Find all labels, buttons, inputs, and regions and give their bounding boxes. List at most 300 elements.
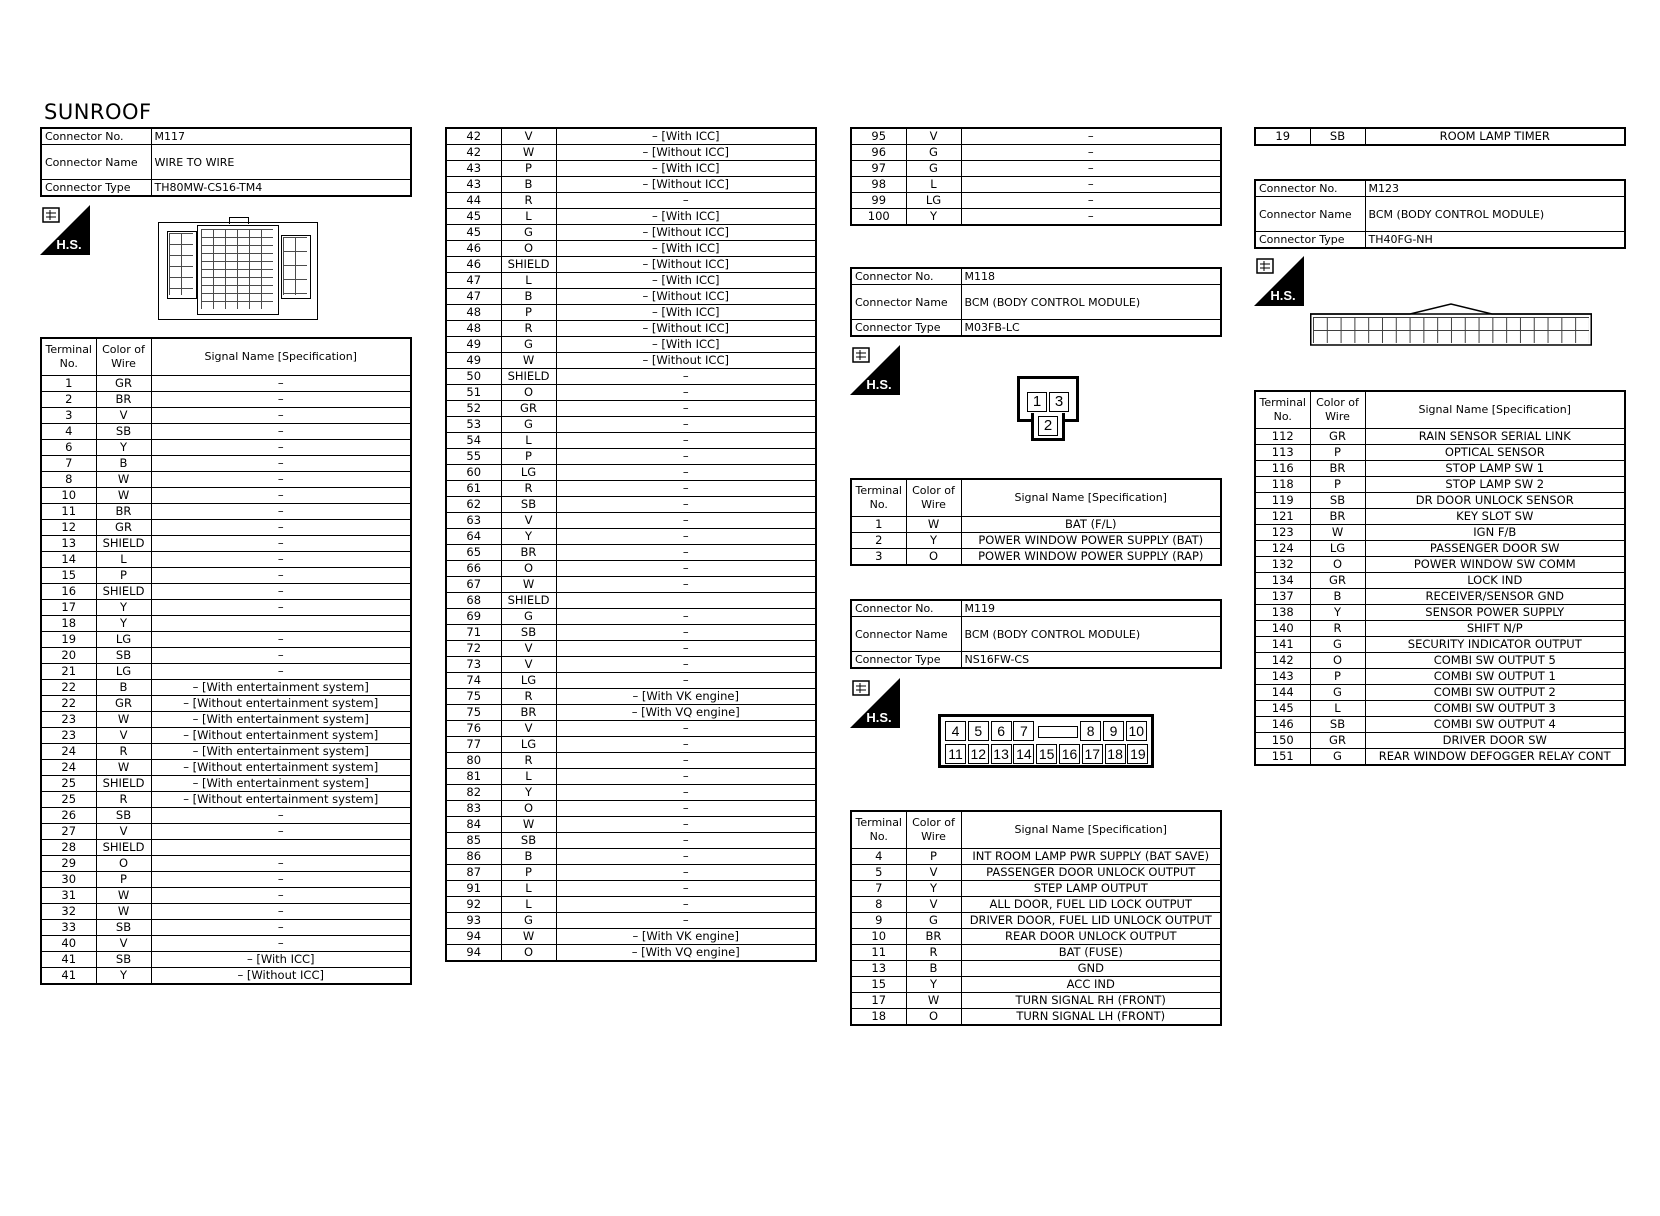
wire-color: Y xyxy=(96,440,151,456)
signal-name: – [Without ICC] xyxy=(556,321,816,337)
terminal-no: 76 xyxy=(446,721,501,737)
wire-color: Y xyxy=(96,600,151,616)
table-row xyxy=(446,449,816,465)
signal-name: BAT (F/L) xyxy=(961,517,1221,533)
connector-type-label: Connector Type xyxy=(41,180,151,197)
wire-color: P xyxy=(96,568,151,584)
connector-no: M118 xyxy=(961,268,1221,285)
signal-name: – [Without entertainment system] xyxy=(151,696,411,712)
terminal-no: 13 xyxy=(41,536,96,552)
table-row xyxy=(851,533,1221,549)
pin-7: 7 xyxy=(1013,721,1034,741)
terminal-no: 61 xyxy=(446,481,501,497)
table-row xyxy=(41,600,411,616)
signal-name: – xyxy=(556,433,816,449)
connector-type-label: Connector Type xyxy=(851,320,961,337)
terminal-no: 9 xyxy=(851,913,906,929)
signal-name: – xyxy=(151,856,411,872)
signal-name: RECEIVER/SENSOR GND xyxy=(1365,589,1625,605)
signal-name: – [With VK engine] xyxy=(556,929,816,945)
terminal-no: 43 xyxy=(446,177,501,193)
terminal-no: 5 xyxy=(851,865,906,881)
table-row xyxy=(446,753,816,769)
signal-name: – xyxy=(151,392,411,408)
terminal-no: 7 xyxy=(851,881,906,897)
table-row xyxy=(446,881,816,897)
terminal-no: 47 xyxy=(446,273,501,289)
pin-16: 16 xyxy=(1059,744,1080,764)
signal-name: – [With VQ engine] xyxy=(556,705,816,721)
signal-name: SECURITY INDICATOR OUTPUT xyxy=(1365,637,1625,653)
wire-color: W xyxy=(501,577,556,593)
signal-name: – xyxy=(556,417,816,433)
table-row xyxy=(851,881,1221,897)
signal-name: TURN SIGNAL LH (FRONT) xyxy=(961,1009,1221,1026)
signal-name: – xyxy=(556,625,816,641)
wire-color: P xyxy=(1310,477,1365,493)
table-row xyxy=(446,673,816,689)
table-row xyxy=(446,417,816,433)
signal-name: SENSOR POWER SUPPLY xyxy=(1365,605,1625,621)
wire-color: G xyxy=(1310,749,1365,766)
terminal-no: 118 xyxy=(1255,477,1310,493)
wire-color: R xyxy=(501,689,556,705)
signal-name: – xyxy=(151,584,411,600)
wire-color: V xyxy=(501,513,556,529)
wire-color: BR xyxy=(501,705,556,721)
pin-15: 15 xyxy=(1036,744,1057,764)
signal-name: – xyxy=(151,568,411,584)
table-row xyxy=(446,241,816,257)
wire-color: G xyxy=(501,609,556,625)
terminal-no: 100 xyxy=(851,209,906,226)
wire-color: SHIELD xyxy=(96,840,151,856)
signal-name: – xyxy=(556,897,816,913)
wire-color: L xyxy=(501,433,556,449)
table-row xyxy=(41,376,411,392)
wire-color: G xyxy=(906,145,961,161)
table-row xyxy=(446,801,816,817)
wire-color: LG xyxy=(501,673,556,689)
wire-color: BR xyxy=(96,504,151,520)
terminal-no: 21 xyxy=(41,664,96,680)
table-row xyxy=(41,744,411,760)
table-row xyxy=(41,952,411,968)
table-row xyxy=(446,161,816,177)
signal-name: – xyxy=(151,664,411,680)
signal-name: – [With entertainment system] xyxy=(151,712,411,728)
color-of-wire-header: Color of Wire xyxy=(906,479,961,517)
pin-9: 9 xyxy=(1103,721,1124,741)
table-row xyxy=(1255,493,1625,509)
terminal-no: 3 xyxy=(41,408,96,424)
pin-18: 18 xyxy=(1105,744,1126,764)
signal-name: – xyxy=(556,609,816,625)
wire-color: V xyxy=(96,936,151,952)
terminal-no: 98 xyxy=(851,177,906,193)
terminal-no: 8 xyxy=(41,472,96,488)
wire-color: O xyxy=(501,801,556,817)
signal-name: – xyxy=(556,785,816,801)
wire-color: R xyxy=(1310,621,1365,637)
wire-color: LG xyxy=(906,193,961,209)
table-row xyxy=(41,840,411,856)
wire-color: W xyxy=(501,817,556,833)
table-row xyxy=(446,833,816,849)
wire-color: W xyxy=(1310,525,1365,541)
terminal-no: 41 xyxy=(41,952,96,968)
terminal-no: 62 xyxy=(446,497,501,513)
table-row xyxy=(41,584,411,600)
connector-no-label: Connector No. xyxy=(851,600,961,617)
terminal-no: 97 xyxy=(851,161,906,177)
terminal-no: 49 xyxy=(446,353,501,369)
wire-color: G xyxy=(501,337,556,353)
m119-terminal-table-end xyxy=(1254,127,1626,146)
signal-name: – xyxy=(151,408,411,424)
table-row xyxy=(41,424,411,440)
signal-name: – xyxy=(556,769,816,785)
wire-color: P xyxy=(1310,445,1365,461)
signal-name: REAR DOOR UNLOCK OUTPUT xyxy=(961,929,1221,945)
terminal-no: 4 xyxy=(851,849,906,865)
table-row xyxy=(1255,733,1625,749)
signal-name: – xyxy=(556,385,816,401)
signal-name: – xyxy=(961,209,1221,226)
table-row xyxy=(446,385,816,401)
wire-color: SHIELD xyxy=(96,536,151,552)
terminal-no: 64 xyxy=(446,529,501,545)
table-row xyxy=(41,392,411,408)
table-row xyxy=(41,568,411,584)
terminal-no: 18 xyxy=(41,616,96,632)
signal-name: – [Without entertainment system] xyxy=(151,792,411,808)
terminal-no: 18 xyxy=(851,1009,906,1026)
signal-name: DRIVER DOOR SW xyxy=(1365,733,1625,749)
wire-color: W xyxy=(501,929,556,945)
pin-3: 3 xyxy=(1049,392,1069,412)
terminal-no: 80 xyxy=(446,753,501,769)
wire-color: Y xyxy=(1310,605,1365,621)
wire-color: LG xyxy=(96,632,151,648)
table-row xyxy=(41,520,411,536)
terminal-no: 137 xyxy=(1255,589,1310,605)
signal-name: – xyxy=(151,552,411,568)
wire-color: GR xyxy=(96,520,151,536)
signal-name: – xyxy=(556,577,816,593)
signal-name: – xyxy=(151,472,411,488)
terminal-no: 42 xyxy=(446,145,501,161)
terminal-no: 144 xyxy=(1255,685,1310,701)
terminal-no: 41 xyxy=(41,968,96,985)
signal-name: ALL DOOR, FUEL LID LOCK OUTPUT xyxy=(961,897,1221,913)
wire-color: V xyxy=(501,657,556,673)
signal-name-header: Signal Name [Specification] xyxy=(1365,391,1625,429)
terminal-no: 54 xyxy=(446,433,501,449)
table-row xyxy=(1255,685,1625,701)
terminal-no: 2 xyxy=(41,392,96,408)
signal-name: – xyxy=(556,801,816,817)
terminal-no: 24 xyxy=(41,744,96,760)
wire-color: SB xyxy=(96,952,151,968)
signal-name: – xyxy=(151,376,411,392)
table-row xyxy=(41,616,411,632)
wire-color: BR xyxy=(96,392,151,408)
table-row xyxy=(446,865,816,881)
table-row xyxy=(1255,445,1625,461)
table-row xyxy=(446,609,816,625)
terminal-no: 10 xyxy=(851,929,906,945)
signal-name: – xyxy=(961,128,1221,145)
table-row xyxy=(446,209,816,225)
signal-name: TURN SIGNAL RH (FRONT) xyxy=(961,993,1221,1009)
table-row xyxy=(41,888,411,904)
signal-name: – [With ICC] xyxy=(556,273,816,289)
signal-name: DRIVER DOOR, FUEL LID UNLOCK OUTPUT xyxy=(961,913,1221,929)
table-row xyxy=(446,897,816,913)
signal-name: KEY SLOT SW xyxy=(1365,509,1625,525)
signal-name: POWER WINDOW SW COMM xyxy=(1365,557,1625,573)
table-row xyxy=(1255,589,1625,605)
signal-name: – xyxy=(151,600,411,616)
m117-terminal-table xyxy=(40,337,412,985)
table-row xyxy=(446,561,816,577)
wire-color: R xyxy=(501,321,556,337)
wire-color: R xyxy=(501,193,556,209)
wire-color: G xyxy=(906,161,961,177)
wire-color: O xyxy=(501,385,556,401)
wire-color: SHIELD xyxy=(96,776,151,792)
wire-color: SB xyxy=(501,625,556,641)
table-row xyxy=(851,897,1221,913)
signal-name: – xyxy=(151,488,411,504)
table-row xyxy=(446,849,816,865)
terminal-no: 113 xyxy=(1255,445,1310,461)
wire-color: SHIELD xyxy=(501,257,556,273)
table-row xyxy=(1255,621,1625,637)
pin-8: 8 xyxy=(1080,721,1101,741)
signal-name: IGN F/B xyxy=(1365,525,1625,541)
signal-name: – xyxy=(151,424,411,440)
table-row xyxy=(446,721,816,737)
terminal-no: 121 xyxy=(1255,509,1310,525)
signal-name: REAR WINDOW DEFOGGER RELAY CONT xyxy=(1365,749,1625,766)
signal-name: – xyxy=(151,632,411,648)
terminal-no: 119 xyxy=(1255,493,1310,509)
signal-name: COMBI SW OUTPUT 4 xyxy=(1365,717,1625,733)
signal-name: – xyxy=(151,872,411,888)
signal-name-header: Signal Name [Specification] xyxy=(151,338,411,376)
wire-color: BR xyxy=(1310,461,1365,477)
table-row xyxy=(446,273,816,289)
terminal-no: 45 xyxy=(446,209,501,225)
terminal-no: 7 xyxy=(41,456,96,472)
wire-color: SHIELD xyxy=(501,593,556,609)
wire-color: O xyxy=(96,856,151,872)
table-row xyxy=(446,369,816,385)
table-row xyxy=(41,776,411,792)
table-row xyxy=(446,289,816,305)
wire-color: W xyxy=(96,712,151,728)
pin-10: 10 xyxy=(1126,721,1147,741)
wire-color: Y xyxy=(906,533,961,549)
terminal-no: 81 xyxy=(446,769,501,785)
hs-label: H.S. xyxy=(1270,288,1296,303)
wire-color: Y xyxy=(96,616,151,632)
wire-color: P xyxy=(1310,669,1365,685)
m118-connector-diagram xyxy=(1017,376,1077,442)
connector-no: M119 xyxy=(961,600,1221,617)
signal-name: – [Without ICC] xyxy=(556,225,816,241)
wire-color: P xyxy=(501,161,556,177)
terminal-no: 151 xyxy=(1255,749,1310,766)
table-row xyxy=(1255,669,1625,685)
terminal-no-header: Terminal No. xyxy=(1255,391,1310,429)
table-row xyxy=(446,657,816,673)
wire-color: W xyxy=(96,488,151,504)
pin-17: 17 xyxy=(1082,744,1103,764)
connector-no: M123 xyxy=(1365,180,1625,197)
wire-color: L xyxy=(1310,701,1365,717)
terminal-no: 93 xyxy=(446,913,501,929)
terminal-no: 99 xyxy=(851,193,906,209)
table-row xyxy=(446,145,816,161)
wire-color: SB xyxy=(96,920,151,936)
wire-color: O xyxy=(1310,653,1365,669)
terminal-no: 17 xyxy=(41,600,96,616)
wire-color: R xyxy=(906,945,961,961)
wire-color: O xyxy=(501,241,556,257)
signal-name: SHIFT N/P xyxy=(1365,621,1625,637)
wire-color: Y xyxy=(906,977,961,993)
table-row xyxy=(446,257,816,273)
hs-label: H.S. xyxy=(866,710,892,725)
connector-type: TH40FG-NH xyxy=(1365,232,1625,249)
signal-name: – [Without ICC] xyxy=(556,353,816,369)
wire-color: B xyxy=(501,849,556,865)
table-row xyxy=(851,977,1221,993)
table-row xyxy=(41,856,411,872)
terminal-no: 44 xyxy=(446,193,501,209)
terminal-no: 30 xyxy=(41,872,96,888)
table-row xyxy=(41,936,411,952)
signal-name: – [With VK engine] xyxy=(556,689,816,705)
wire-color: GR xyxy=(96,696,151,712)
terminal-no: 14 xyxy=(41,552,96,568)
terminal-no: 50 xyxy=(446,369,501,385)
harness-side-icon xyxy=(850,345,900,395)
table-row xyxy=(41,504,411,520)
table-row xyxy=(446,225,816,241)
wire-color: O xyxy=(906,549,961,566)
signal-name: – xyxy=(961,177,1221,193)
terminal-no: 140 xyxy=(1255,621,1310,637)
table-row xyxy=(1255,573,1625,589)
signal-name: – xyxy=(151,440,411,456)
pin-1: 1 xyxy=(1027,392,1047,412)
table-row xyxy=(446,737,816,753)
signal-name: – xyxy=(556,513,816,529)
signal-name: GND xyxy=(961,961,1221,977)
wire-color: SB xyxy=(501,833,556,849)
terminal-no: 48 xyxy=(446,321,501,337)
pin-5: 5 xyxy=(968,721,989,741)
table-row xyxy=(446,177,816,193)
signal-name: – xyxy=(556,465,816,481)
terminal-no: 11 xyxy=(41,504,96,520)
terminal-no: 112 xyxy=(1255,429,1310,445)
table-row xyxy=(1255,509,1625,525)
terminal-no: 77 xyxy=(446,737,501,753)
wire-color: P xyxy=(501,305,556,321)
table-row xyxy=(446,625,816,641)
wire-color: G xyxy=(1310,637,1365,653)
wire-color: SB xyxy=(1310,493,1365,509)
terminal-no: 138 xyxy=(1255,605,1310,621)
signal-name: – xyxy=(151,904,411,920)
table-row xyxy=(41,488,411,504)
wire-color: V xyxy=(906,128,961,145)
signal-name: – xyxy=(151,456,411,472)
wire-color: V xyxy=(501,721,556,737)
terminal-no-header: Terminal No. xyxy=(851,479,906,517)
pin-12: 12 xyxy=(968,744,989,764)
terminal-no: 52 xyxy=(446,401,501,417)
signal-name: – xyxy=(961,145,1221,161)
terminal-no: 42 xyxy=(446,128,501,145)
table-row xyxy=(41,696,411,712)
signal-name: – xyxy=(151,808,411,824)
table-row xyxy=(446,128,816,145)
signal-name: – [With ICC] xyxy=(151,952,411,968)
signal-name: – xyxy=(556,497,816,513)
table-row xyxy=(1255,128,1625,145)
terminal-no: 71 xyxy=(446,625,501,641)
signal-name: – xyxy=(151,648,411,664)
terminal-no: 95 xyxy=(851,128,906,145)
table-row xyxy=(1255,717,1625,733)
connector-name-label: Connector Name xyxy=(851,617,961,652)
terminal-no: 26 xyxy=(41,808,96,824)
wire-color: O xyxy=(906,1009,961,1026)
wire-color: LG xyxy=(501,737,556,753)
terminal-no-header: Terminal No. xyxy=(41,338,96,376)
signal-name: COMBI SW OUTPUT 3 xyxy=(1365,701,1625,717)
signal-name xyxy=(556,593,816,609)
signal-name-header: Signal Name [Specification] xyxy=(961,811,1221,849)
wire-color: B xyxy=(501,289,556,305)
table-row xyxy=(446,641,816,657)
terminal-no: 150 xyxy=(1255,733,1310,749)
terminal-no: 45 xyxy=(446,225,501,241)
wire-color: V xyxy=(501,128,556,145)
terminal-no: 19 xyxy=(41,632,96,648)
wire-color: O xyxy=(1310,557,1365,573)
terminal-no: 86 xyxy=(446,849,501,865)
connector-no-label: Connector No. xyxy=(41,128,151,145)
connector-name-label: Connector Name xyxy=(1255,197,1365,232)
terminal-no-header: Terminal No. xyxy=(851,811,906,849)
signal-name: BAT (FUSE) xyxy=(961,945,1221,961)
signal-name: STEP LAMP OUTPUT xyxy=(961,881,1221,897)
terminal-no: 68 xyxy=(446,593,501,609)
table-row xyxy=(446,481,816,497)
table-row xyxy=(446,817,816,833)
terminal-no: 96 xyxy=(851,145,906,161)
wire-color: W xyxy=(96,472,151,488)
terminal-no: 31 xyxy=(41,888,96,904)
wire-color: L xyxy=(501,209,556,225)
